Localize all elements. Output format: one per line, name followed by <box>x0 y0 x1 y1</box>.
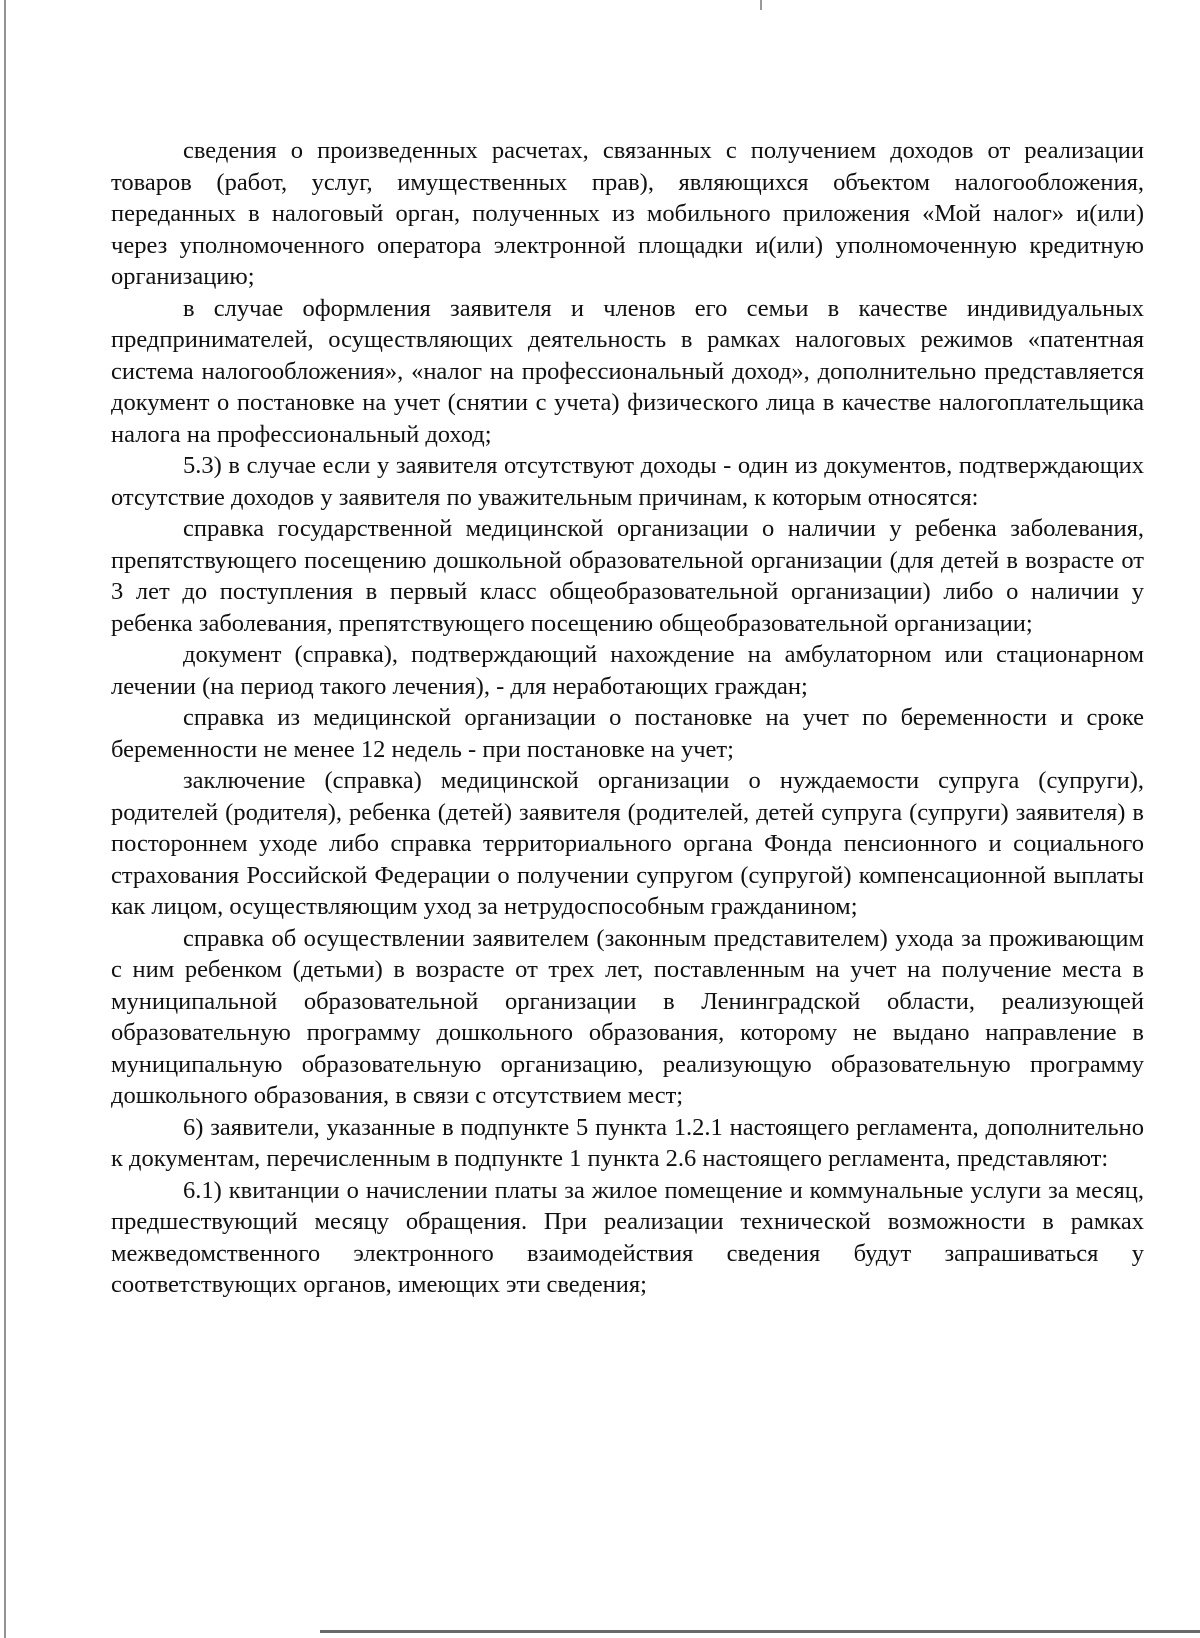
scan-edge-left <box>4 0 6 1638</box>
scan-edge-bottom <box>320 1630 1200 1633</box>
paragraph: в случае оформления заявителя и членов его семьи в качестве индивидуальных предпринимателей, осуществляющих деятельность в рамках налоговых режимов «патентная система налогообложения», «налог на профессиональный доход», дополнительно представляется документ о постановке на учет (снятии с учета) физического лица в качестве налогоплательщика налога на профессиональный доход; <box>111 294 1144 448</box>
paragraph: 6) заявители, указанные в подпункте 5 пункта 1.2.1 настоящего регламента, дополнительно к документам, перечисленным в подпункте 1 пункта 2.6 настоящего регламента, представляют: <box>111 1113 1144 1172</box>
paragraph: справка из медицинской организации о постановке на учет по беременности и сроке беременности не менее 12 недель - при постановке на учет; <box>111 704 1144 763</box>
paragraph: 5.3) в случае если у заявителя отсутствуют доходы - один из документов, подтверждающих отсутствие доходов у заявителя по уважительным причинам, к которым относятся: <box>111 452 1144 511</box>
paragraph: сведения о произведенных расчетах, связанных с получением доходов от реализации товаров (работ, услуг, имущественных прав), являющихся объектом налогообложения, переданных в налоговый орган, полученных из мобильного приложения «Мой налог» и(или) через уполномоченного оператора электронной площадки и(или) уполномоченную кредитную организацию; <box>111 137 1144 290</box>
paragraph: документ (справка), подтверждающий нахождение на амбулаторном или стационарном лечении (на период такого лечения), - для неработающих граждан; <box>111 641 1144 700</box>
document-body <box>111 135 1144 1301</box>
scan-mark-top <box>760 0 762 10</box>
paragraph: справка об осуществлении заявителем (законным представителем) ухода за проживающим с ним ребенком (детьми) в возрасте от трех лет, поставленным на учет на получение места в муниципальной образовательной организации в Ленинградской области, реализующей образовательную программу дошкольного образования, которому не выдано направление в муниципальную образовательную организацию, реализующую образовательную программу дошкольного образования, в связи с отсутствием мест; <box>111 924 1144 1109</box>
paragraph: справка государственной медицинской организации о наличии у ребенка заболевания, препятствующего посещению дошкольной образовательной организации (для детей в возрасте от 3 лет до поступления в первый класс общеобразовательной организации) либо о наличии у ребенка заболевания, препятствующего посещению общеобразовательной организации; <box>111 515 1144 637</box>
paragraph: заключение (справка) медицинской организации о нуждаемости супруга (супруги), родителей (родителя), ребенка (детей) заявителя (родителей, детей супруга (супруги) заявителя) в постороннем уходе либо справка территориального органа Фонда пенсионного и социального страхования Российской Федерации о получении супругом (супругой) компенсационной выплаты как лицом, осуществляющим уход за нетрудоспособным гражданином; <box>111 767 1144 920</box>
paragraph: 6.1) квитанции о начислении платы за жилое помещение и коммунальные услуги за месяц, предшествующий месяцу обращения. При реализации технической возможности в рамках межведомственного электронного взаимодействия сведения будут запрашиваться у соответствующих органов, имеющих эти сведения; <box>111 1176 1144 1298</box>
